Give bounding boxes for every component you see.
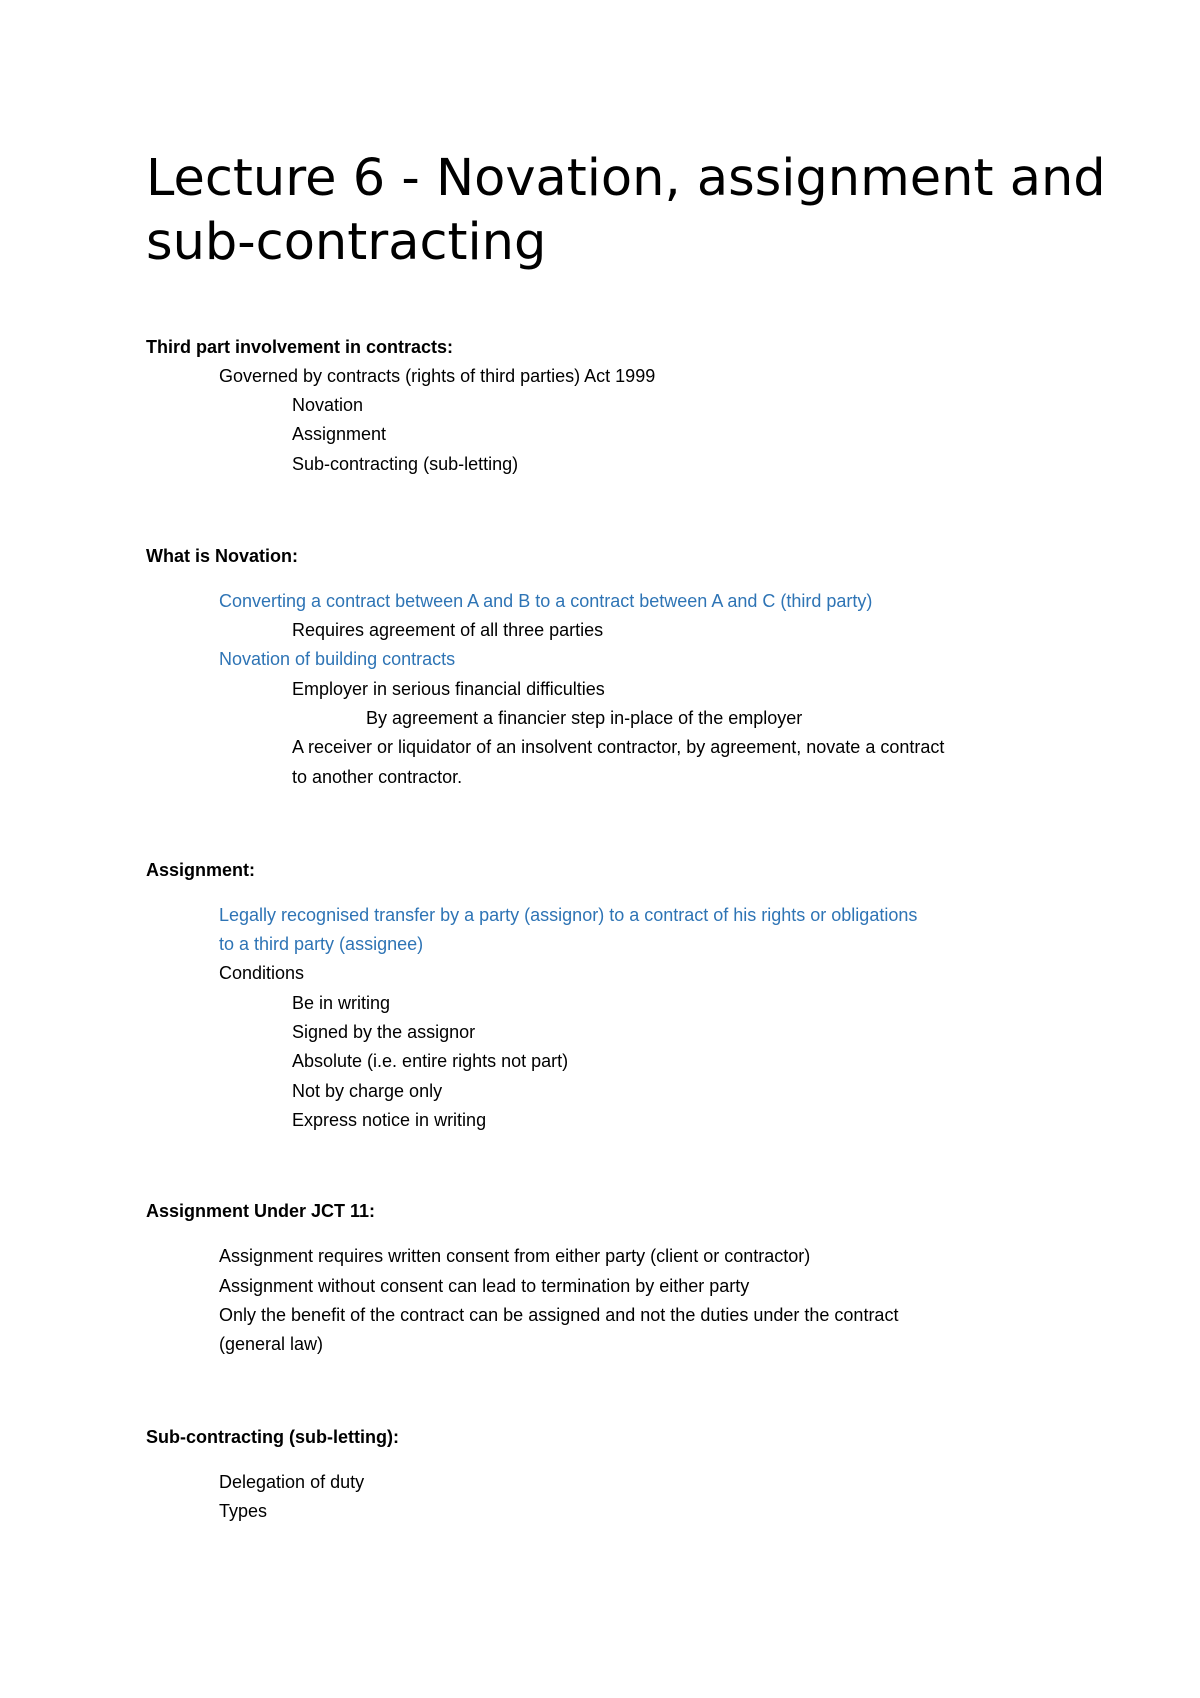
assignment-definition: Legally recognised transfer by a party (assignor) to a contract of his rights or obligations bbox=[219, 905, 918, 925]
list-item: Requires agreement of all three parties bbox=[292, 620, 604, 640]
list-item: Express notice in writing bbox=[292, 1110, 487, 1130]
list-item: (general law) bbox=[219, 1334, 324, 1354]
list-item: Assignment without consent can lead to termination by either party bbox=[219, 1276, 750, 1296]
list-item: to another contractor. bbox=[292, 767, 463, 787]
list-item: By agreement a financier step in-place of the employer bbox=[366, 708, 803, 728]
section-heading-assignment: Assignment: bbox=[146, 860, 256, 880]
assignment-definition: to a third party (assignee) bbox=[219, 934, 424, 954]
governed-by-text: Governed by contracts (rights of third parties) Act 1999 bbox=[219, 366, 656, 386]
page-title: Lecture 6 - Novation, assignment and sub-contracting bbox=[146, 149, 1106, 272]
list-item: A receiver or liquidator of an insolvent contractor, by agreement, novate a contract bbox=[292, 737, 945, 757]
section-heading-third-party: Third part involvement in contracts: bbox=[146, 337, 454, 357]
list-item: Delegation of duty bbox=[219, 1472, 365, 1492]
section-heading-subcontracting: Sub-contracting (sub-letting): bbox=[146, 1427, 399, 1447]
list-item: Types bbox=[219, 1501, 268, 1521]
list-item: Employer in serious financial difficulties bbox=[292, 679, 605, 699]
list-item: Novation bbox=[292, 395, 364, 415]
section-heading-novation: What is Novation: bbox=[146, 546, 298, 566]
list-item: Be in writing bbox=[292, 993, 391, 1013]
list-item: Assignment bbox=[292, 424, 387, 444]
list-item: Sub-contracting (sub-letting) bbox=[292, 454, 519, 474]
list-item: Assignment requires written consent from either party (client or contractor) bbox=[219, 1246, 811, 1266]
section-heading-jct: Assignment Under JCT 11: bbox=[146, 1201, 376, 1221]
novation-definition: Converting a contract between A and B to a contract between A and C (third party) bbox=[219, 591, 873, 611]
conditions-label: Conditions bbox=[219, 963, 305, 983]
novation-building-heading: Novation of building contracts bbox=[219, 649, 456, 669]
list-item: Signed by the assignor bbox=[292, 1022, 476, 1042]
list-item: Not by charge only bbox=[292, 1081, 443, 1101]
list-item: Only the benefit of the contract can be assigned and not the duties under the contract bbox=[219, 1305, 899, 1325]
list-item: Absolute (i.e. entire rights not part) bbox=[292, 1051, 569, 1071]
